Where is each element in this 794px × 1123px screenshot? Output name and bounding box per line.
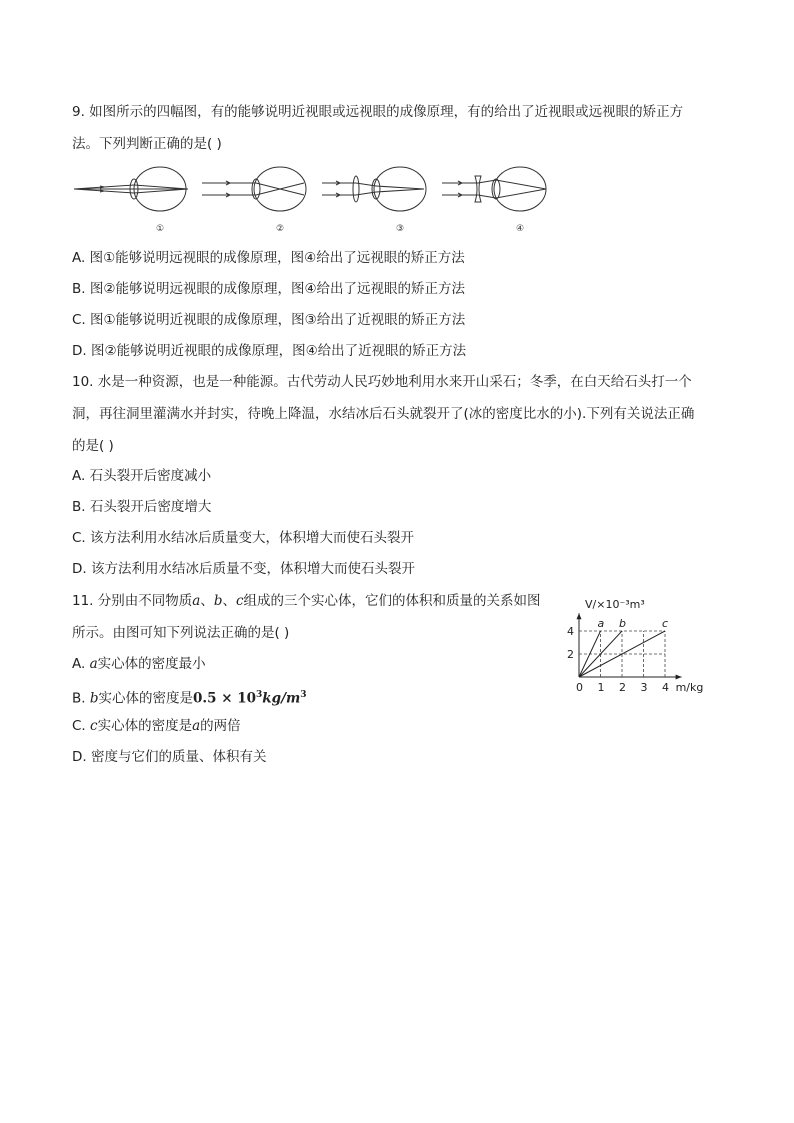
q10-stem-line1: 10. 水是一种资源，也是一种能源。古代劳动人民巧妙地利用水来开山采石；冬季，在白天给石头打一个	[72, 374, 692, 390]
q11-option-c-var: c	[90, 718, 98, 734]
q11-option-c	[72, 717, 241, 735]
q11-stem-part2: 组成的三个实心体，它们的体积和质量的关系如图	[243, 593, 541, 609]
x-tick-label-1: 1	[597, 681, 605, 694]
q9-option-d: D. 图②能够说明近视眼的成像原理，图④给出了近视眼的矫正方法	[72, 343, 467, 359]
q11-option-b-prefix: B.	[72, 690, 90, 707]
figure-label-1: ①	[156, 224, 165, 234]
q9-option-a: A. 图①能够说明远视眼的成像原理，图④给出了远视眼的矫正方法	[72, 250, 465, 266]
y-axis-label: V/×10⁻³m³	[585, 598, 645, 611]
q10-option-c: C. 该方法利用水结冰后质量变大，体积增大而使石头裂开	[72, 530, 415, 546]
q11-option-b	[72, 686, 307, 708]
series-label-c: c	[662, 617, 669, 630]
q11-var-a: a	[192, 593, 201, 609]
q11-option-b-var: b	[89, 690, 99, 707]
q10-stem-line2: 洞，再往洞里灌满水并封实，待晚上降温，水结冰后石头就裂开了(冰的密度比水的小).下列有关说法正确	[72, 406, 695, 422]
x-axis-label: m/kg	[675, 681, 704, 694]
eye-diagram-4	[442, 167, 546, 211]
volume-mass-chart	[560, 592, 730, 702]
q11-option-b-text: 实心体的密度是	[98, 690, 194, 707]
figure-label-4: ④	[516, 224, 525, 234]
q10-option-a: A. 石头裂开后密度减小	[72, 468, 212, 484]
series-label-a: a	[597, 617, 605, 630]
y-tick-label-2: 2	[567, 648, 574, 661]
series-line-a	[579, 631, 601, 677]
q11-sep2: 、	[222, 593, 236, 609]
q11-formula-unit-exponent: 3	[300, 690, 307, 700]
q11-option-c-text2: 的两倍	[200, 718, 241, 734]
q11-option-a-text: 实心体的密度最小	[97, 656, 206, 672]
eye-diagram-1	[74, 167, 188, 211]
chart-labels	[567, 598, 703, 694]
q11-var-c: c	[235, 593, 244, 609]
x-tick-label-2: 2	[619, 681, 626, 694]
x-tick-label-3: 3	[640, 681, 648, 694]
q9-option-b: B. 图②能够说明远视眼的成像原理，图④给出了远视眼的矫正方法	[72, 281, 466, 297]
q11-option-a-var: a	[89, 656, 98, 672]
q11-stem-part1: 11. 分别由不同物质	[72, 593, 193, 609]
q9-option-c: C. 图①能够说明近视眼的成像原理，图③给出了近视眼的矫正方法	[72, 312, 466, 328]
q10-stem-line3: 的是( )	[72, 438, 114, 454]
q11-stem-line2: 所示。由图可知下列说法正确的是( )	[72, 625, 290, 641]
eye-diagram-2	[202, 167, 306, 211]
x-tick-label-0: 0	[576, 681, 583, 694]
q10-option-d: D. 该方法利用水结冰后质量不变，体积增大而使石头裂开	[72, 561, 415, 577]
y-axis-arrow	[577, 613, 582, 619]
figure-label-2: ②	[276, 224, 285, 234]
q11-formula-number: 0.5 × 10	[193, 690, 257, 707]
q11-option-a	[72, 655, 206, 673]
q9-stem-line2: 法。下列判断正确的是( )	[72, 136, 222, 152]
series-label-b: b	[619, 617, 626, 630]
q11-stem-line1	[72, 592, 541, 610]
q11-option-a-prefix: A.	[72, 656, 90, 672]
q11-option-d: D. 密度与它们的质量、体积有关	[72, 749, 267, 765]
y-tick-label-4: 4	[567, 625, 574, 638]
q11-option-c-text: 实心体的密度是	[97, 718, 193, 734]
q9-eye-figure	[70, 165, 550, 237]
q11-sep1: 、	[200, 593, 214, 609]
q11-option-c-var2: a	[192, 718, 201, 734]
q11-formula-exponent: 3	[256, 690, 263, 700]
q11-var-b: b	[213, 593, 223, 609]
q11-option-c-prefix: C.	[72, 718, 91, 734]
x-tick-label-4: 4	[662, 681, 669, 694]
q9-stem-line1: 9. 如图所示的四幅图，有的能够说明近视眼或远视眼的成像原理，有的给出了近视眼或远视眼的矫正方	[72, 104, 684, 120]
q11-formula-unit: kg/m	[262, 690, 301, 707]
q10-option-b: B. 石头裂开后密度增大	[72, 499, 212, 515]
x-axis-arrow	[676, 675, 682, 680]
figure-label-3: ③	[396, 224, 405, 234]
eye-diagram-3	[322, 167, 426, 211]
